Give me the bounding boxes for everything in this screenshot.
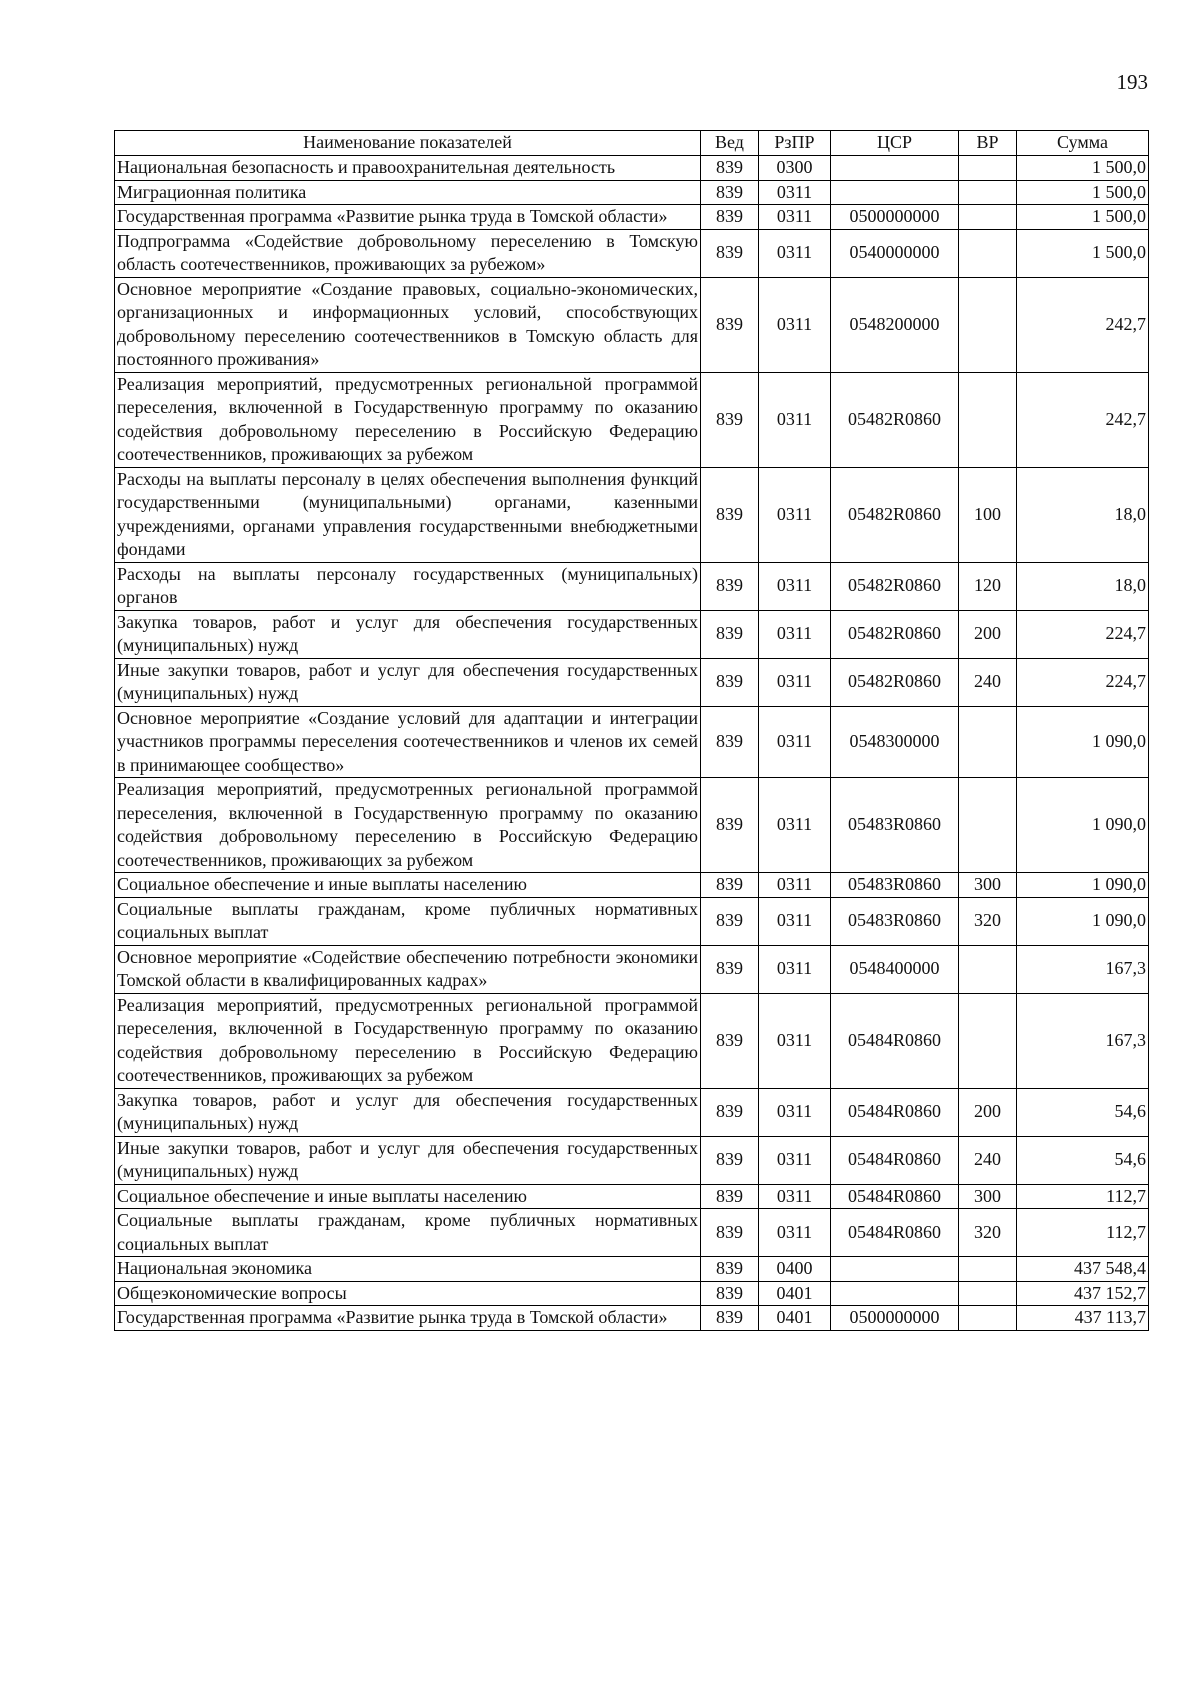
cell-name: Реализация мероприятий, предусмотренных региональной программой переселения, включенной в Государственную программу по оказанию содействия добровольному переселению в Российскую Федерацию соотечественников, проживающих за рубежом (115, 778, 701, 873)
budget-table (114, 130, 1149, 1331)
cell-sum: 1 500,0 (1017, 156, 1149, 181)
cell-sum: 1 090,0 (1017, 706, 1149, 778)
cell-name: Закупка товаров, работ и услуг для обеспечения государственных (муниципальных) нужд (115, 1088, 701, 1136)
table-row (115, 873, 1149, 898)
cell-ved: 839 (701, 372, 759, 467)
cell-name: Реализация мероприятий, предусмотренных региональной программой переселения, включенной в Государственную программу по оказанию содействия добровольному переселению в Российскую Федерацию соотечественников, проживающих за рубежом (115, 372, 701, 467)
cell-name: Государственная программа «Развитие рынка труда в Томской области» (115, 205, 701, 230)
cell-rzpr: 0311 (759, 778, 831, 873)
cell-rzpr: 0311 (759, 1209, 831, 1257)
header-vr: ВР (959, 131, 1017, 156)
cell-sum: 242,7 (1017, 372, 1149, 467)
cell-csr: 05483R0860 (831, 897, 959, 945)
cell-csr: 05483R0860 (831, 873, 959, 898)
table-row (115, 156, 1149, 181)
cell-rzpr: 0311 (759, 610, 831, 658)
cell-ved: 839 (701, 180, 759, 205)
cell-csr: 0548400000 (831, 945, 959, 993)
cell-sum: 242,7 (1017, 277, 1149, 372)
cell-rzpr: 0311 (759, 467, 831, 562)
cell-csr: 05484R0860 (831, 993, 959, 1088)
cell-vr (959, 180, 1017, 205)
cell-rzpr: 0401 (759, 1281, 831, 1306)
cell-vr: 200 (959, 1088, 1017, 1136)
cell-sum: 112,7 (1017, 1209, 1149, 1257)
cell-sum: 167,3 (1017, 993, 1149, 1088)
cell-vr: 300 (959, 1184, 1017, 1209)
cell-rzpr: 0311 (759, 945, 831, 993)
cell-ved: 839 (701, 156, 759, 181)
cell-vr: 300 (959, 873, 1017, 898)
cell-rzpr: 0311 (759, 372, 831, 467)
cell-name: Государственная программа «Развитие рынка труда в Томской области» (115, 1306, 701, 1331)
cell-name: Основное мероприятие «Создание условий для адаптации и интеграции участников программы переселения соотечественников и членов их семей в принимающее сообщество» (115, 706, 701, 778)
cell-ved: 839 (701, 205, 759, 230)
cell-vr (959, 1306, 1017, 1331)
cell-vr (959, 277, 1017, 372)
cell-vr: 320 (959, 1209, 1017, 1257)
cell-csr: 0500000000 (831, 1306, 959, 1331)
cell-vr (959, 205, 1017, 230)
cell-vr: 240 (959, 658, 1017, 706)
cell-csr: 05484R0860 (831, 1136, 959, 1184)
cell-csr (831, 1281, 959, 1306)
cell-sum: 18,0 (1017, 562, 1149, 610)
cell-vr: 100 (959, 467, 1017, 562)
cell-vr (959, 945, 1017, 993)
cell-name: Социальное обеспечение и иные выплаты населению (115, 1184, 701, 1209)
table-row (115, 897, 1149, 945)
cell-name: Иные закупки товаров, работ и услуг для обеспечения государственных (муниципальных) нужд (115, 658, 701, 706)
cell-csr: 05484R0860 (831, 1088, 959, 1136)
cell-csr: 05484R0860 (831, 1184, 959, 1209)
cell-name: Расходы на выплаты персоналу в целях обеспечения выполнения функций государственными (муниципальными) органами, казенными учреждениями, органами управления государственными внебюджетными фондами (115, 467, 701, 562)
cell-ved: 839 (701, 1306, 759, 1331)
cell-name: Социальное обеспечение и иные выплаты населению (115, 873, 701, 898)
cell-sum: 112,7 (1017, 1184, 1149, 1209)
cell-ved: 839 (701, 993, 759, 1088)
cell-rzpr: 0311 (759, 205, 831, 230)
cell-sum: 167,3 (1017, 945, 1149, 993)
cell-sum: 437 548,4 (1017, 1257, 1149, 1282)
cell-sum: 1 500,0 (1017, 205, 1149, 230)
table-row (115, 1281, 1149, 1306)
table-row (115, 993, 1149, 1088)
cell-rzpr: 0311 (759, 229, 831, 277)
cell-ved: 839 (701, 897, 759, 945)
cell-rzpr: 0311 (759, 180, 831, 205)
cell-sum: 437 113,7 (1017, 1306, 1149, 1331)
cell-csr (831, 1257, 959, 1282)
cell-vr: 240 (959, 1136, 1017, 1184)
cell-rzpr: 0311 (759, 993, 831, 1088)
table-row (115, 1136, 1149, 1184)
cell-rzpr: 0311 (759, 706, 831, 778)
cell-rzpr: 0311 (759, 873, 831, 898)
cell-name: Национальная экономика (115, 1257, 701, 1282)
cell-rzpr: 0311 (759, 1088, 831, 1136)
cell-ved: 839 (701, 277, 759, 372)
cell-ved: 839 (701, 1136, 759, 1184)
cell-sum: 224,7 (1017, 610, 1149, 658)
cell-name: Расходы на выплаты персоналу государственных (муниципальных) органов (115, 562, 701, 610)
table-row (115, 229, 1149, 277)
cell-vr (959, 156, 1017, 181)
table-row (115, 205, 1149, 230)
cell-vr (959, 372, 1017, 467)
cell-sum: 1 500,0 (1017, 180, 1149, 205)
cell-ved: 839 (701, 467, 759, 562)
cell-rzpr: 0311 (759, 658, 831, 706)
table-row (115, 945, 1149, 993)
cell-name: Социальные выплаты гражданам, кроме публичных нормативных социальных выплат (115, 897, 701, 945)
table-row (115, 562, 1149, 610)
cell-rzpr: 0311 (759, 562, 831, 610)
table-row (115, 1257, 1149, 1282)
cell-csr: 0548300000 (831, 706, 959, 778)
cell-vr: 120 (959, 562, 1017, 610)
cell-vr (959, 1281, 1017, 1306)
page-number: 193 (1116, 70, 1148, 94)
cell-rzpr: 0400 (759, 1257, 831, 1282)
table-row (115, 1088, 1149, 1136)
cell-ved: 839 (701, 778, 759, 873)
cell-ved: 839 (701, 1281, 759, 1306)
cell-name: Основное мероприятие «Содействие обеспечению потребности экономики Томской области в квалифицированных кадрах» (115, 945, 701, 993)
cell-rzpr: 0311 (759, 1136, 831, 1184)
cell-rzpr: 0300 (759, 156, 831, 181)
table-row (115, 372, 1149, 467)
cell-rzpr: 0401 (759, 1306, 831, 1331)
cell-ved: 839 (701, 1209, 759, 1257)
cell-csr: 05482R0860 (831, 610, 959, 658)
cell-vr (959, 1257, 1017, 1282)
cell-sum: 1 500,0 (1017, 229, 1149, 277)
header-ved: Вед (701, 131, 759, 156)
table-row (115, 277, 1149, 372)
header-name: Наименование показателей (115, 131, 701, 156)
cell-ved: 839 (701, 945, 759, 993)
table-row (115, 1306, 1149, 1331)
table-row (115, 706, 1149, 778)
cell-sum: 437 152,7 (1017, 1281, 1149, 1306)
cell-vr: 320 (959, 897, 1017, 945)
table-row (115, 467, 1149, 562)
cell-vr (959, 229, 1017, 277)
header-csr: ЦСР (831, 131, 959, 156)
cell-vr (959, 993, 1017, 1088)
cell-sum: 224,7 (1017, 658, 1149, 706)
table-row (115, 1184, 1149, 1209)
cell-sum: 54,6 (1017, 1136, 1149, 1184)
cell-name: Общеэкономические вопросы (115, 1281, 701, 1306)
cell-sum: 18,0 (1017, 467, 1149, 562)
cell-csr: 0540000000 (831, 229, 959, 277)
cell-rzpr: 0311 (759, 1184, 831, 1209)
cell-csr: 0548200000 (831, 277, 959, 372)
table-row (115, 658, 1149, 706)
table-row (115, 180, 1149, 205)
table-row (115, 778, 1149, 873)
cell-ved: 839 (701, 1184, 759, 1209)
cell-ved: 839 (701, 229, 759, 277)
cell-ved: 839 (701, 562, 759, 610)
cell-csr: 05482R0860 (831, 372, 959, 467)
cell-vr (959, 706, 1017, 778)
cell-csr: 05482R0860 (831, 658, 959, 706)
cell-name: Иные закупки товаров, работ и услуг для обеспечения государственных (муниципальных) нужд (115, 1136, 701, 1184)
cell-ved: 839 (701, 873, 759, 898)
cell-name: Социальные выплаты гражданам, кроме публичных нормативных социальных выплат (115, 1209, 701, 1257)
cell-vr (959, 778, 1017, 873)
cell-rzpr: 0311 (759, 277, 831, 372)
cell-name: Закупка товаров, работ и услуг для обеспечения государственных (муниципальных) нужд (115, 610, 701, 658)
cell-name: Миграционная политика (115, 180, 701, 205)
cell-ved: 839 (701, 1257, 759, 1282)
table-header-row (115, 131, 1149, 156)
cell-csr (831, 180, 959, 205)
cell-name: Подпрограмма «Содействие добровольному переселению в Томскую область соотечественников, проживающих за рубежом» (115, 229, 701, 277)
cell-sum: 1 090,0 (1017, 778, 1149, 873)
cell-name: Основное мероприятие «Создание правовых, социально-экономических, организационных и информационных условий, способствующих добровольному переселению соотечественников в Томскую область для постоянного проживания» (115, 277, 701, 372)
cell-vr: 200 (959, 610, 1017, 658)
cell-ved: 839 (701, 706, 759, 778)
cell-name: Реализация мероприятий, предусмотренных региональной программой переселения, включенной в Государственную программу по оказанию содействия добровольному переселению в Российскую Федерацию соотечественников, проживающих за рубежом (115, 993, 701, 1088)
cell-ved: 839 (701, 1088, 759, 1136)
cell-csr: 05482R0860 (831, 562, 959, 610)
cell-csr (831, 156, 959, 181)
cell-sum: 1 090,0 (1017, 873, 1149, 898)
cell-sum: 1 090,0 (1017, 897, 1149, 945)
table-row (115, 1209, 1149, 1257)
cell-csr: 05483R0860 (831, 778, 959, 873)
cell-name: Национальная безопасность и правоохранительная деятельность (115, 156, 701, 181)
cell-csr: 05484R0860 (831, 1209, 959, 1257)
cell-csr: 0500000000 (831, 205, 959, 230)
cell-rzpr: 0311 (759, 897, 831, 945)
table-row (115, 610, 1149, 658)
cell-sum: 54,6 (1017, 1088, 1149, 1136)
header-sum: Сумма (1017, 131, 1149, 156)
cell-csr: 05482R0860 (831, 467, 959, 562)
cell-ved: 839 (701, 658, 759, 706)
cell-ved: 839 (701, 610, 759, 658)
header-rzpr: РзПР (759, 131, 831, 156)
